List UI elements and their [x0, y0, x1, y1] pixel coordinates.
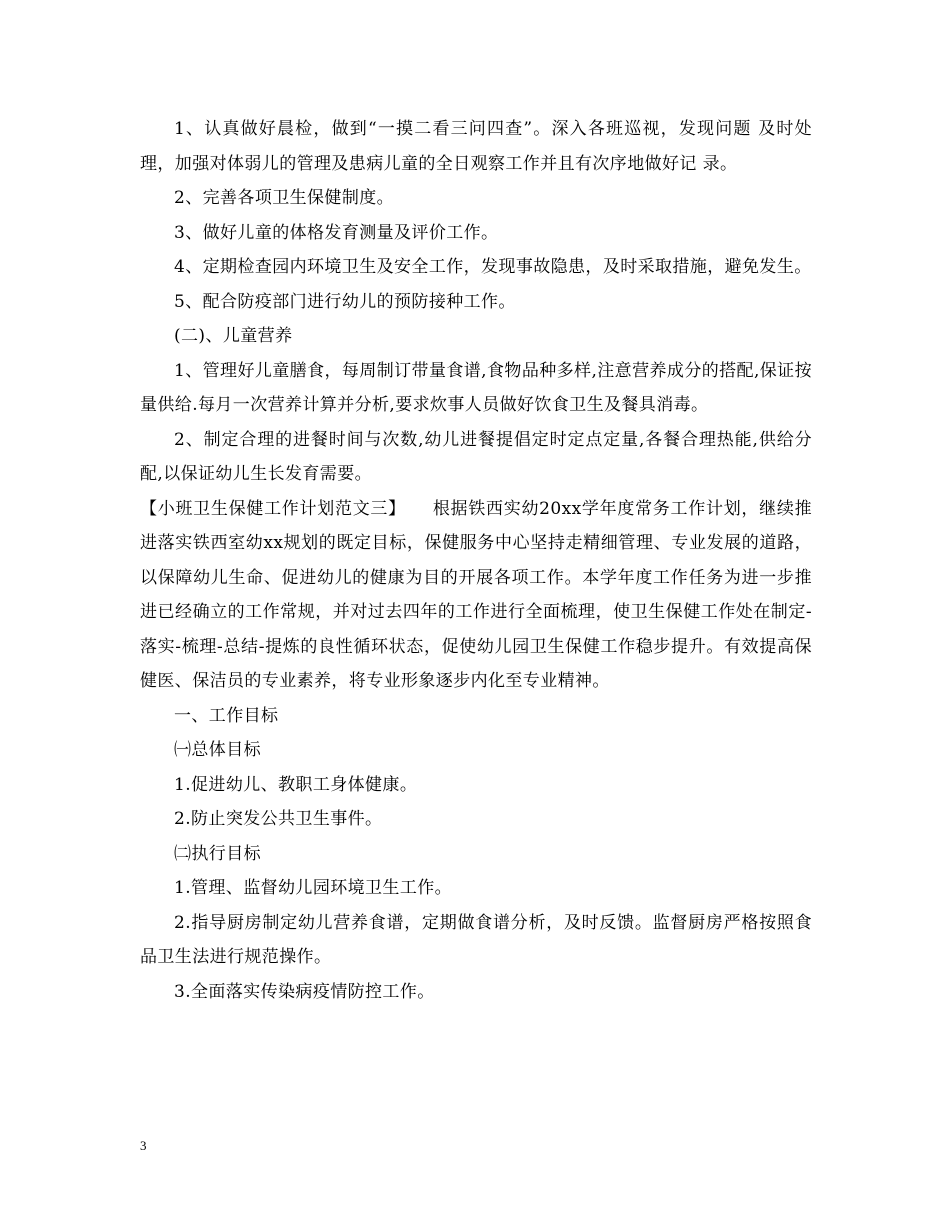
paragraph-health-system: 2、完善各项卫生保健制度。 — [174, 188, 395, 208]
section-heading-nutrition: (二)、儿童营养 — [174, 326, 293, 346]
paragraph-vaccination: 5、配合防疫部门进行幼儿的预防接种工作。 — [174, 291, 516, 312]
subheading-execution-goals: ㈡执行目标 — [174, 843, 261, 864]
paragraph-growth-measurement: 3、做好儿童的体格发育测量及评价工作。 — [174, 222, 499, 243]
paragraph-meal-schedule: 2、制定合理的进餐时间与次数,幼儿进餐提倡定时定点定量,各餐合理热能,供给分配,以保证幼儿生长发育需要。 — [140, 429, 812, 484]
list-item-environment-hygiene: 1.管理、监督幼儿园环境卫生工作。 — [174, 878, 453, 898]
paragraph-morning-check: 1、认真做好晨检，做到“一摸二看三问四查”。深入各班巡视，发现问题 及时处理，加强对体弱儿的管理及患病儿童的全日观察工作并且有次序地做好记 录。 — [140, 119, 812, 174]
subheading-overall-goals: ㈠总体目标 — [174, 740, 261, 760]
list-item-prevent-incidents: 2.防止突发公共卫生事件。 — [174, 809, 383, 829]
paragraph-sample-three: 【小班卫生保健工作计划范文三】 根据铁西实幼20xx学年度常务工作计划，继续推进落实铁西室幼xx规划的既定目标，保健服务中心坚持走精细管理、专业发展的道路，以保障幼儿生命、促进幼儿的健康为目的开展各项工作。本学年度工作任务为进一步推进已经确立的工作常规，并对过去四年的工作进行全面梳理，使卫生保健工作处在制定-落实-梳理-总结-提炼的良性循环状态，促使幼儿园卫生保健工作稳步提升。有效提高保健医、保洁员的专业素养，将专业形象逐步内化至专业精神。 — [140, 498, 812, 691]
page-number: 3 — [140, 1138, 147, 1153]
list-item-kitchen-menu: 2.指导厨房制定幼儿营养食谱，定期做食谱分析，及时反馈。监督厨房严格按照食品卫生法进行规范操作。 — [140, 912, 812, 967]
document-body — [140, 112, 812, 1009]
paragraph-safety-inspection: 4、定期检查园内环境卫生及安全工作，发现事故隐患，及时采取措施，避免发生。 — [174, 257, 812, 277]
section-heading-work-goals: 一、工作目标 — [174, 705, 279, 726]
paragraph-diet-management: 1、管理好儿童膳食，每周制订带量食谱,食物品种多样,注意营养成分的搭配,保证按量供给.每月一次营养计算并分析,要求炊事人员做好饮食卫生及餐具消毒。 — [140, 360, 812, 415]
list-item-epidemic-control: 3.全面落实传染病疫情防控工作。 — [174, 981, 435, 1002]
list-item-promote-health: 1.促进幼儿、教职工身体健康。 — [174, 774, 418, 795]
